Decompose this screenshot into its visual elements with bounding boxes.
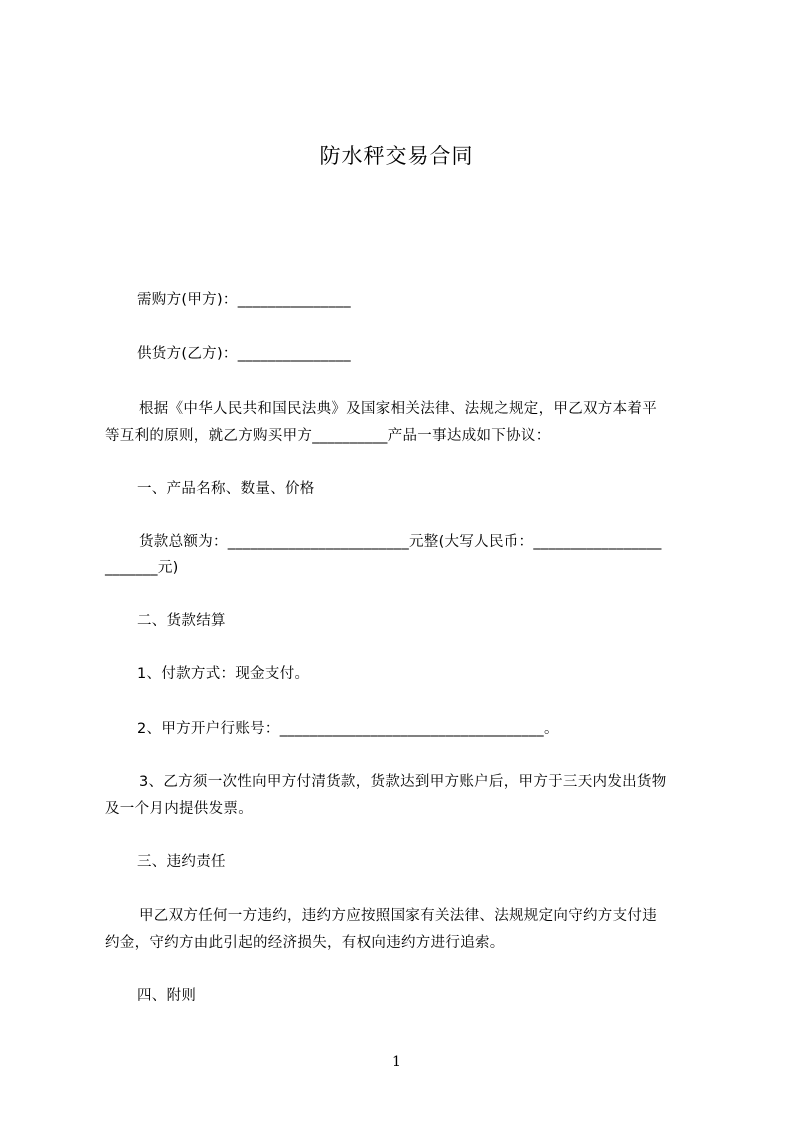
breach-line-2: 约金，守约方由此引起的经济损失，有权向违约方进行追索。	[105, 935, 505, 951]
bank-account-clause: 2、甲方开户行账号：___________________________________。	[137, 721, 559, 737]
intro-line-1: 根据《中华人民共和国民法典》及国家相关法律、法规之规定，甲乙双方本着平	[139, 401, 657, 417]
page-number: 1	[392, 1054, 401, 1070]
section-4-heading: 四、附则	[137, 988, 197, 1004]
delivery-line-1: 3、乙方须一次性向甲方付清货款，货款达到甲方账户后，甲方于三天内发出货物	[139, 774, 667, 790]
breach-line-1: 甲乙双方任何一方违约，违约方应按照国家有关法律、法规规定向守约方支付违	[139, 908, 657, 924]
section-1-heading: 一、产品名称、数量、价格	[137, 481, 315, 497]
document-title: 防水秤交易合同	[319, 144, 474, 168]
amount-line-1: 货款总额为：________________________元整(大写人民币：_________________	[139, 534, 662, 550]
intro-line-2: 等互利的原则，就乙方购买甲方__________产品一事达成如下协议：	[105, 428, 551, 444]
section-3-heading: 三、违约责任	[137, 854, 226, 870]
payment-method-clause: 1、付款方式：现金支付。	[137, 666, 310, 682]
section-2-heading: 二、货款结算	[137, 613, 226, 629]
buyer-line: 需购方(甲方)：_______________	[137, 292, 351, 308]
amount-line-2: _______元)	[105, 560, 179, 576]
delivery-line-2: 及一个月内提供发票。	[105, 801, 253, 817]
seller-line: 供货方(乙方)：_______________	[137, 346, 351, 362]
